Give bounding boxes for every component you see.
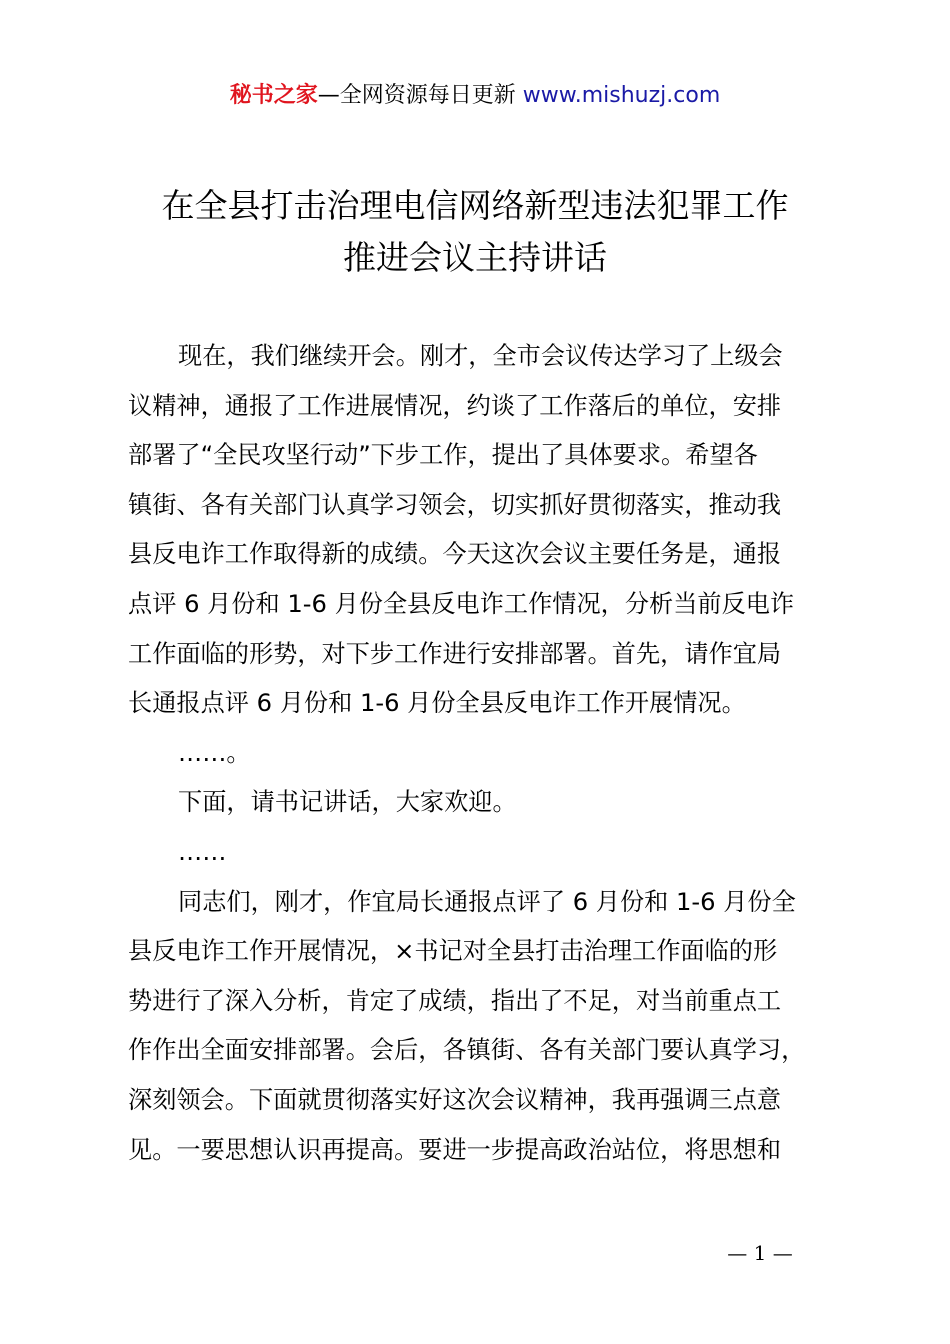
site-url-link[interactable]: www.mishuzj.com — [522, 83, 721, 108]
document-body — [128, 332, 836, 1175]
body-line: 势进行了深入分析，肯定了成绩，指出了不足，对当前重点工 — [128, 986, 782, 1015]
body-line: 作作出全面安排部署。会后，各镇街、各有关部门要认真学习， — [128, 1036, 806, 1065]
body-line: 现在，我们继续开会。刚才，全市会议传达学习了上级会 — [178, 342, 783, 370]
site-tagline: —全网资源每日更新 — [317, 83, 523, 108]
body-line: 工作面临的形势，对下步工作进行安排部署。首先，请作宜局 — [128, 639, 782, 668]
site-brand: 秘书之家 — [229, 83, 318, 108]
site-header — [0, 80, 950, 112]
body-line: 部署了“全民攻坚行动”下步工作，提出了具体要求。希望各 — [128, 441, 758, 470]
body-line: 下面，请书记讲话，大家欢迎。 — [178, 788, 517, 817]
body-line: 见。一要思想认识再提高。要进一步提高政治站位，将思想和 — [128, 1135, 782, 1164]
body-line: 议精神，通报了工作进展情况，约谈了工作落后的单位，安排 — [128, 391, 782, 420]
document-title-line-2: 推进会议主持讲话 — [343, 238, 607, 277]
body-line: 县反电诈工作取得新的成绩。今天这次会议主要任务是，通报 — [128, 540, 782, 569]
body-line: …… — [178, 837, 227, 866]
page-number: — 1 — — [727, 1241, 793, 1265]
body-line: 同志们，刚才，作宜局长通报点评了 6 月份和 1-6 月份全 — [178, 887, 796, 916]
body-line: 点评 6 月份和 1-6 月份全县反电诈工作情况，分析当前反电诈 — [128, 589, 795, 618]
body-line: 县反电诈工作开展情况，×书记对全县打击治理工作面临的形 — [128, 937, 778, 966]
body-line: 长通报点评 6 月份和 1-6 月份全县反电诈工作开展情况。 — [128, 689, 746, 718]
body-line: 深刻领会。下面就贯彻落实好这次会议精神，我再强调三点意 — [128, 1085, 782, 1114]
body-line: 镇街、各有关部门认真学习领会，切实抓好贯彻落实，推动我 — [128, 490, 782, 519]
document-title-line-1: 在全县打击治理电信网络新型违法犯罪工作 — [161, 186, 789, 225]
body-line: ……。 — [178, 738, 251, 767]
document-title — [0, 180, 950, 284]
